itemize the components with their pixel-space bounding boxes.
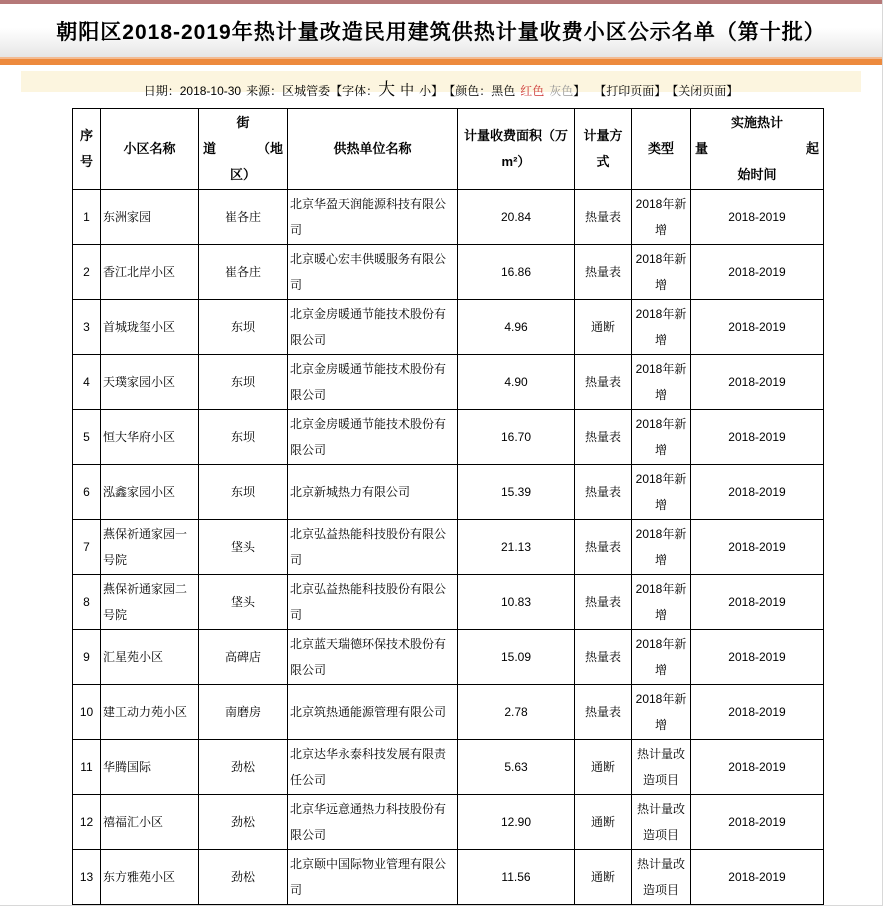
row-street-cell: 垡头 xyxy=(199,575,288,630)
start-header-line2-right: 起 xyxy=(805,141,819,156)
row-area-cell: 5.63 xyxy=(458,740,575,795)
row-area-cell: 16.70 xyxy=(458,410,575,465)
row-street-cell: 崔各庄 xyxy=(199,245,288,300)
row-seq-cell: 10 xyxy=(73,685,101,740)
col-header-seq: 序号 xyxy=(73,109,101,190)
row-area-cell: 15.39 xyxy=(458,465,575,520)
table-row xyxy=(73,520,824,575)
orange-divider xyxy=(0,57,882,65)
row-method-cell: 通断 xyxy=(575,300,632,355)
row-company-cell: 北京金房暖通节能技术股份有限公司 xyxy=(288,355,458,410)
row-type-cell: 2018年新增 xyxy=(632,685,691,740)
page-title: 朝阳区2018-2019年热计量改造民用建筑供热计量收费小区公示名单（第十批） xyxy=(56,20,826,44)
row-street-cell: 垡头 xyxy=(199,520,288,575)
row-area-cell: 16.86 xyxy=(458,245,575,300)
data-table xyxy=(72,108,824,905)
close-page-button[interactable]: 【关闭页面】 xyxy=(666,84,739,98)
start-header-line2 xyxy=(694,136,820,162)
row-method-cell: 热量表 xyxy=(575,575,632,630)
date-value: 2018-10-30 xyxy=(179,84,242,98)
table-row xyxy=(73,795,824,850)
start-header-line1: 实施热计 xyxy=(730,115,783,130)
row-community-cell: 泓鑫家园小区 xyxy=(101,465,199,520)
col-header-method: 计量方式 xyxy=(575,109,632,190)
row-community-cell: 禧福汇小区 xyxy=(101,795,199,850)
font-size-medium-button[interactable]: 中 xyxy=(400,82,415,98)
row-street-cell: 东坝 xyxy=(199,465,288,520)
table-row xyxy=(73,685,824,740)
row-seq-cell: 13 xyxy=(73,850,101,905)
row-street-cell: 高碑店 xyxy=(199,630,288,685)
row-seq-cell: 5 xyxy=(73,410,101,465)
row-community-cell: 汇星苑小区 xyxy=(101,630,199,685)
col-header-company: 供热单位名称 xyxy=(288,109,458,190)
row-method-cell: 热量表 xyxy=(575,245,632,300)
row-street-cell: 东坝 xyxy=(199,300,288,355)
row-community-cell: 燕保祈通家园二号院 xyxy=(101,575,199,630)
color-section-label: 【颜色： xyxy=(443,84,492,98)
row-community-cell: 天璞家园小区 xyxy=(101,355,199,410)
row-company-cell: 北京筑热通能源管理有限公司 xyxy=(288,685,458,740)
table-row xyxy=(73,740,824,795)
street-header-line2-left: 道 xyxy=(203,141,217,156)
row-start-cell: 2018-2019 xyxy=(691,410,824,465)
row-seq-cell: 7 xyxy=(73,520,101,575)
row-method-cell: 热量表 xyxy=(575,355,632,410)
row-method-cell: 热量表 xyxy=(575,190,632,245)
date-label: 日期： xyxy=(143,84,180,98)
row-type-cell: 2018年新增 xyxy=(632,410,691,465)
table-body xyxy=(73,190,824,905)
row-start-cell: 2018-2019 xyxy=(691,850,824,905)
row-community-cell: 燕保祈通家园一号院 xyxy=(101,520,199,575)
row-street-cell: 东坝 xyxy=(199,410,288,465)
start-header-line3: 始时间 xyxy=(737,167,777,182)
row-type-cell: 2018年新增 xyxy=(632,355,691,410)
row-street-cell: 劲松 xyxy=(199,850,288,905)
row-area-cell: 4.96 xyxy=(458,300,575,355)
row-company-cell: 北京华远意通热力科技股份有限公司 xyxy=(288,795,458,850)
font-size-large-button[interactable]: 大 xyxy=(378,80,396,99)
row-area-cell: 21.13 xyxy=(458,520,575,575)
row-seq-cell: 3 xyxy=(73,300,101,355)
row-seq-cell: 2 xyxy=(73,245,101,300)
col-header-area xyxy=(458,109,575,190)
color-black-button[interactable]: 黑色 xyxy=(491,84,516,98)
font-size-small-button[interactable]: 小 xyxy=(419,84,432,98)
row-seq-cell: 4 xyxy=(73,355,101,410)
row-street-cell: 崔各庄 xyxy=(199,190,288,245)
row-start-cell: 2018-2019 xyxy=(691,795,824,850)
street-header-line2-right: （地 xyxy=(256,141,283,156)
table-container xyxy=(72,108,882,905)
row-type-cell: 2018年新增 xyxy=(632,465,691,520)
table-row xyxy=(73,190,824,245)
start-header-line2-left: 量 xyxy=(695,141,709,156)
row-method-cell: 热量表 xyxy=(575,410,632,465)
row-area-cell: 4.90 xyxy=(458,355,575,410)
row-community-cell: 建工动力苑小区 xyxy=(101,685,199,740)
col-header-community: 小区名称 xyxy=(101,109,199,190)
row-street-cell: 东坝 xyxy=(199,355,288,410)
col-header-start xyxy=(691,109,824,190)
color-section-close: 】 xyxy=(573,84,586,98)
table-row xyxy=(73,575,824,630)
row-type-cell: 热计量改造项目 xyxy=(632,795,691,850)
row-seq-cell: 6 xyxy=(73,465,101,520)
row-type-cell: 2018年新增 xyxy=(632,190,691,245)
row-company-cell: 北京达华永泰科技发展有限责任公司 xyxy=(288,740,458,795)
area-header-line1: 计量收费面积（万 xyxy=(463,128,568,143)
row-street-cell: 劲松 xyxy=(199,740,288,795)
row-area-cell: 2.78 xyxy=(458,685,575,740)
row-seq-cell: 9 xyxy=(73,630,101,685)
row-method-cell: 热量表 xyxy=(575,630,632,685)
row-start-cell: 2018-2019 xyxy=(691,355,824,410)
row-type-cell: 2018年新增 xyxy=(632,630,691,685)
row-method-cell: 通断 xyxy=(575,740,632,795)
row-start-cell: 2018-2019 xyxy=(691,245,824,300)
row-area-cell: 11.56 xyxy=(458,850,575,905)
area-header-line2: m²） xyxy=(501,154,531,169)
color-gray-button[interactable]: 灰色 xyxy=(549,84,574,98)
row-company-cell: 北京弘益热能科技股份有限公司 xyxy=(288,575,458,630)
row-company-cell: 北京金房暖通节能技术股份有限公司 xyxy=(288,410,458,465)
row-method-cell: 热量表 xyxy=(575,685,632,740)
table-row xyxy=(73,630,824,685)
row-seq-cell: 12 xyxy=(73,795,101,850)
col-header-street xyxy=(199,109,288,190)
row-start-cell: 2018-2019 xyxy=(691,300,824,355)
table-row xyxy=(73,300,824,355)
street-header-line2 xyxy=(202,136,284,162)
row-community-cell: 首城珑玺小区 xyxy=(101,300,199,355)
row-type-cell: 2018年新增 xyxy=(632,575,691,630)
row-area-cell: 10.83 xyxy=(458,575,575,630)
row-area-cell: 15.09 xyxy=(458,630,575,685)
col-header-type: 类型 xyxy=(632,109,691,190)
row-type-cell: 2018年新增 xyxy=(632,245,691,300)
row-start-cell: 2018-2019 xyxy=(691,685,824,740)
row-street-cell: 南磨房 xyxy=(199,685,288,740)
row-type-cell: 2018年新增 xyxy=(632,520,691,575)
table-row xyxy=(73,355,824,410)
font-section-label: 【字体： xyxy=(330,84,379,98)
row-company-cell: 北京金房暖通节能技术股份有限公司 xyxy=(288,300,458,355)
print-page-button[interactable]: 【打印页面】 xyxy=(594,84,667,98)
row-method-cell: 通断 xyxy=(575,850,632,905)
row-community-cell: 东洲家园 xyxy=(101,190,199,245)
row-type-cell: 2018年新增 xyxy=(632,300,691,355)
row-community-cell: 香江北岸小区 xyxy=(101,245,199,300)
row-company-cell: 北京暖心宏丰供暖服务有限公司 xyxy=(288,245,458,300)
row-seq-cell: 11 xyxy=(73,740,101,795)
row-start-cell: 2018-2019 xyxy=(691,630,824,685)
row-start-cell: 2018-2019 xyxy=(691,520,824,575)
row-company-cell: 北京华盈天润能源科技有限公司 xyxy=(288,190,458,245)
row-method-cell: 热量表 xyxy=(575,520,632,575)
row-start-cell: 2018-2019 xyxy=(691,190,824,245)
row-company-cell: 北京颐中国际物业管理有限公司 xyxy=(288,850,458,905)
row-community-cell: 华腾国际 xyxy=(101,740,199,795)
street-header-line1: 街 xyxy=(236,115,250,130)
table-row xyxy=(73,850,824,905)
row-company-cell: 北京弘益热能科技股份有限公司 xyxy=(288,520,458,575)
row-company-cell: 北京新城热力有限公司 xyxy=(288,465,458,520)
row-method-cell: 通断 xyxy=(575,795,632,850)
color-red-button[interactable]: 红色 xyxy=(520,84,545,98)
source-value: 区城管委 xyxy=(282,84,331,98)
row-start-cell: 2018-2019 xyxy=(691,575,824,630)
title-bar xyxy=(0,4,882,57)
row-type-cell: 热计量改造项目 xyxy=(632,740,691,795)
row-street-cell: 劲松 xyxy=(199,795,288,850)
row-community-cell: 东方雅苑小区 xyxy=(101,850,199,905)
source-label: 来源： xyxy=(246,84,283,98)
row-seq-cell: 1 xyxy=(73,190,101,245)
row-company-cell: 北京蓝天瑞德环保技术股份有限公司 xyxy=(288,630,458,685)
row-area-cell: 12.90 xyxy=(458,795,575,850)
font-section-close: 】 xyxy=(431,84,444,98)
table-row xyxy=(73,245,824,300)
row-start-cell: 2018-2019 xyxy=(691,740,824,795)
row-type-cell: 热计量改造项目 xyxy=(632,850,691,905)
row-start-cell: 2018-2019 xyxy=(691,465,824,520)
table-row xyxy=(73,410,824,465)
row-method-cell: 热量表 xyxy=(575,465,632,520)
row-area-cell: 20.84 xyxy=(458,190,575,245)
row-seq-cell: 8 xyxy=(73,575,101,630)
table-header-row xyxy=(73,109,824,190)
street-header-line3: 区） xyxy=(229,167,256,182)
meta-toolbar xyxy=(21,71,861,99)
row-community-cell: 恒大华府小区 xyxy=(101,410,199,465)
table-row xyxy=(73,465,824,520)
